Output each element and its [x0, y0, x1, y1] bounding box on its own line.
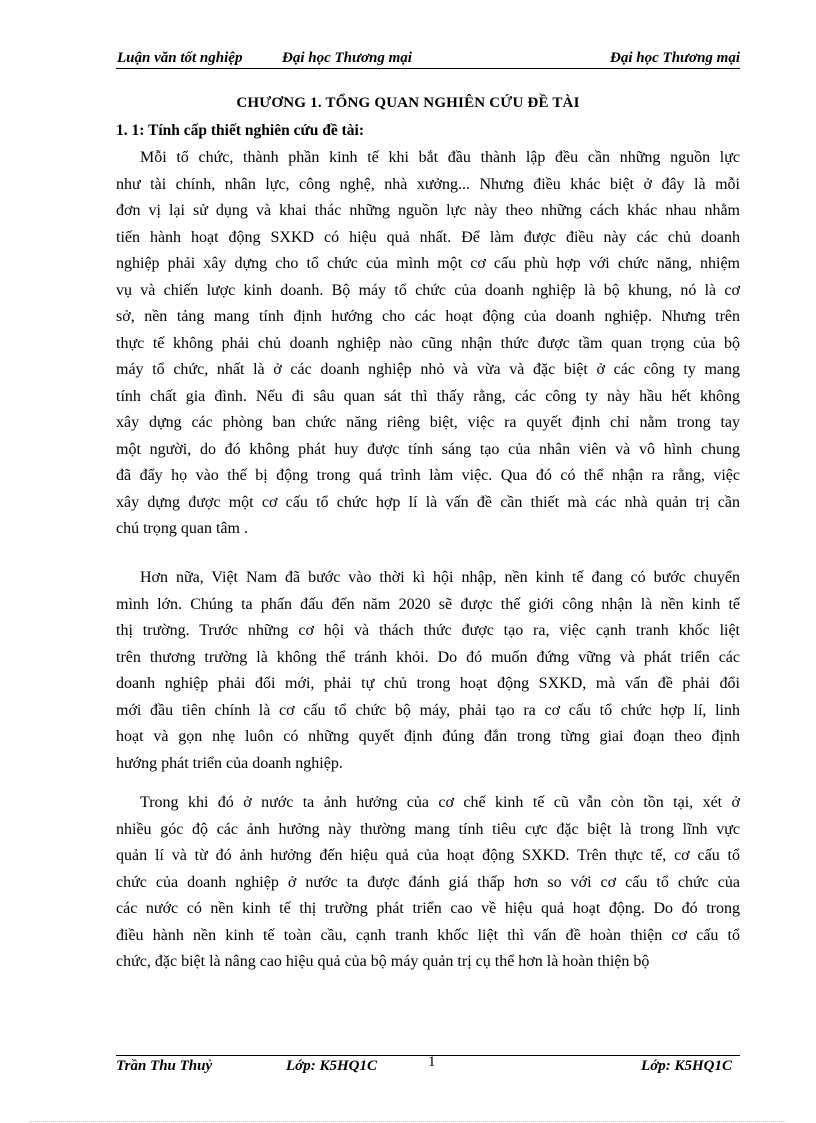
paragraph-line: doanh nghiệp phải đổi mới, phải tự chủ trong hoạt động SXKD, mà vấn đề phải đổi: [116, 675, 740, 692]
paragraph-line: nhiều góc độ các ảnh hưởng này thường mang tính tiêu cực đặc biệt là trong lĩnh vực: [116, 820, 740, 838]
footer-class-left: Lớp: K5HQ1C: [286, 1058, 377, 1074]
paragraph-line: thị trường. Trước những cơ hội và thách thức được tạo ra, việc cạnh tranh khốc liệt: [116, 622, 740, 639]
paragraph-line: chú trọng quan tâm .: [116, 520, 248, 537]
section-heading: 1. 1: Tính cấp thiết nghiên cứu đề tài:: [116, 122, 364, 139]
paragraph-line: thực tế không phải chủ doanh nghiệp nào cũng nhận thức được tầm quan trọng của bộ: [116, 334, 740, 352]
paragraph-line: sở, nền tảng mang tính định hướng cho các hoạt động của doanh nghiệp. Nhưng trên: [116, 308, 740, 325]
header-thesis-label: Luận văn tốt nghiệp: [117, 50, 243, 66]
page-boundary-divider: [30, 1121, 786, 1122]
paragraph-line: như tài chính, nhân lực, công nghệ, nhà xưởng... Nhưng điều khác biệt ở đây là mỗi: [116, 175, 740, 193]
paragraph-2: [116, 565, 740, 777]
paragraph-line: điều hành nền kinh tế toàn cầu, cạnh tranh khốc liệt thì vấn đề hoàn thiện cơ cấu tổ: [116, 926, 740, 944]
paragraph-line: chức, đặc biệt là nâng cao hiệu quả của bộ máy quản trị cụ thể hơn là hoàn thiện bộ: [116, 953, 650, 970]
page-header: [116, 50, 740, 69]
page-footer: [116, 1055, 740, 1075]
paragraph-3: [116, 790, 740, 976]
paragraph-line: một người, do đó không phát huy được tính sáng tạo của nhân viên và vô hình chung: [116, 440, 740, 458]
paragraph-line: mình lớn. Chúng ta phấn đấu đến năm 2020 sẽ được thế giới công nhận là nền kinh tế: [116, 595, 740, 613]
header-university-right: Đại học Thương mại: [610, 50, 740, 66]
paragraph-line: Hơn nữa, Việt Nam đã bước vào thời kì hội nhập, nền kinh tế đang có bước chuyển: [140, 569, 740, 586]
paragraph-line: trên thương trường là không thể tránh khỏi. Do đó muốn đứng vững và phát triển các: [116, 648, 740, 666]
paragraph-line: máy tổ chức, nhất là ở các doanh nghiệp nhỏ và vừa và đặc biệt ở các công ty mang: [116, 361, 740, 378]
paragraph-line: mới đầu tiên chính là cơ cấu tổ chức bộ máy, phải tạo ra cơ cấu tổ chức hợp lí, linh: [116, 701, 740, 719]
footer-class-right: Lớp: K5HQ1C: [641, 1058, 732, 1074]
paragraph-line: vụ và chiến lược kinh doanh. Bộ máy tổ chức của doanh nghiệp là bộ khung, nó là cơ: [116, 281, 740, 299]
paragraph-line: xây dựng được một cơ cấu tổ chức hợp lí là vấn đề cần thiết mà các nhà quản trị cần: [116, 493, 740, 511]
paragraph-line: xây dựng các phòng ban chức năng riêng biệt, việc ra quyết định chỉ nằm trong tay: [116, 414, 740, 431]
page-number: 1: [428, 1054, 436, 1070]
paragraph-line: các nước có nền kinh tế thị trường phát triển cao về hiệu quả hoạt động. Do đó trong: [116, 900, 740, 917]
paragraph-line: tiến hành hoạt động SXKD có hiệu quả nhất. Để làm được điều này các chủ doanh: [116, 228, 740, 246]
paragraph-line: hoạt và gọn nhẹ luôn có những quyết định đúng đắn trong từng giai đoạn theo định: [116, 728, 740, 745]
paragraph-line: tính chất gia đình. Nếu đi sâu quan sát thì thấy rằng, các công ty này hầu hết không: [116, 387, 740, 405]
paragraph-line: Trong khi đó ở nước ta ảnh hưởng của cơ chế kinh tế cũ vẫn còn tồn tại, xét ở: [140, 794, 740, 811]
header-university-left: Đại học Thương mại: [282, 50, 412, 66]
paragraph-line: nghiệp phải xây dựng cho tổ chức của mình một cơ cấu phù hợp với chức năng, nhiệm: [116, 255, 740, 272]
paragraph-1: [116, 145, 740, 543]
footer-author: Trần Thu Thuỷ: [116, 1058, 213, 1074]
chapter-title: CHƯƠNG 1. TỔNG QUAN NGHIÊN CỨU ĐỀ TÀI: [236, 95, 580, 111]
paragraph-line: đơn vị lại sử dụng và khai thác những nguồn lực này theo những cách khác nhau nhằm: [116, 202, 740, 219]
paragraph-line: đã đẩy họ vào thế bị động trong quá trình làm việc. Qua đó có thể nhận ra rằng, việc: [116, 467, 740, 484]
paragraph-line: quản lí và từ đó ảnh hưởng đến hiệu quả của hoạt động SXKD. Trên thực tế, cơ cấu tổ: [116, 847, 740, 864]
paragraph-line: chức của doanh nghiệp ở nước ta được đánh giá thấp hơn so với cơ cấu tổ chức của: [116, 873, 740, 891]
paragraph-line: hướng phát triển của doanh nghiệp.: [116, 754, 343, 772]
paragraph-line: Mỗi tổ chức, thành phần kinh tế khi bắt đầu thành lập đều cần những nguồn lực: [140, 149, 740, 166]
